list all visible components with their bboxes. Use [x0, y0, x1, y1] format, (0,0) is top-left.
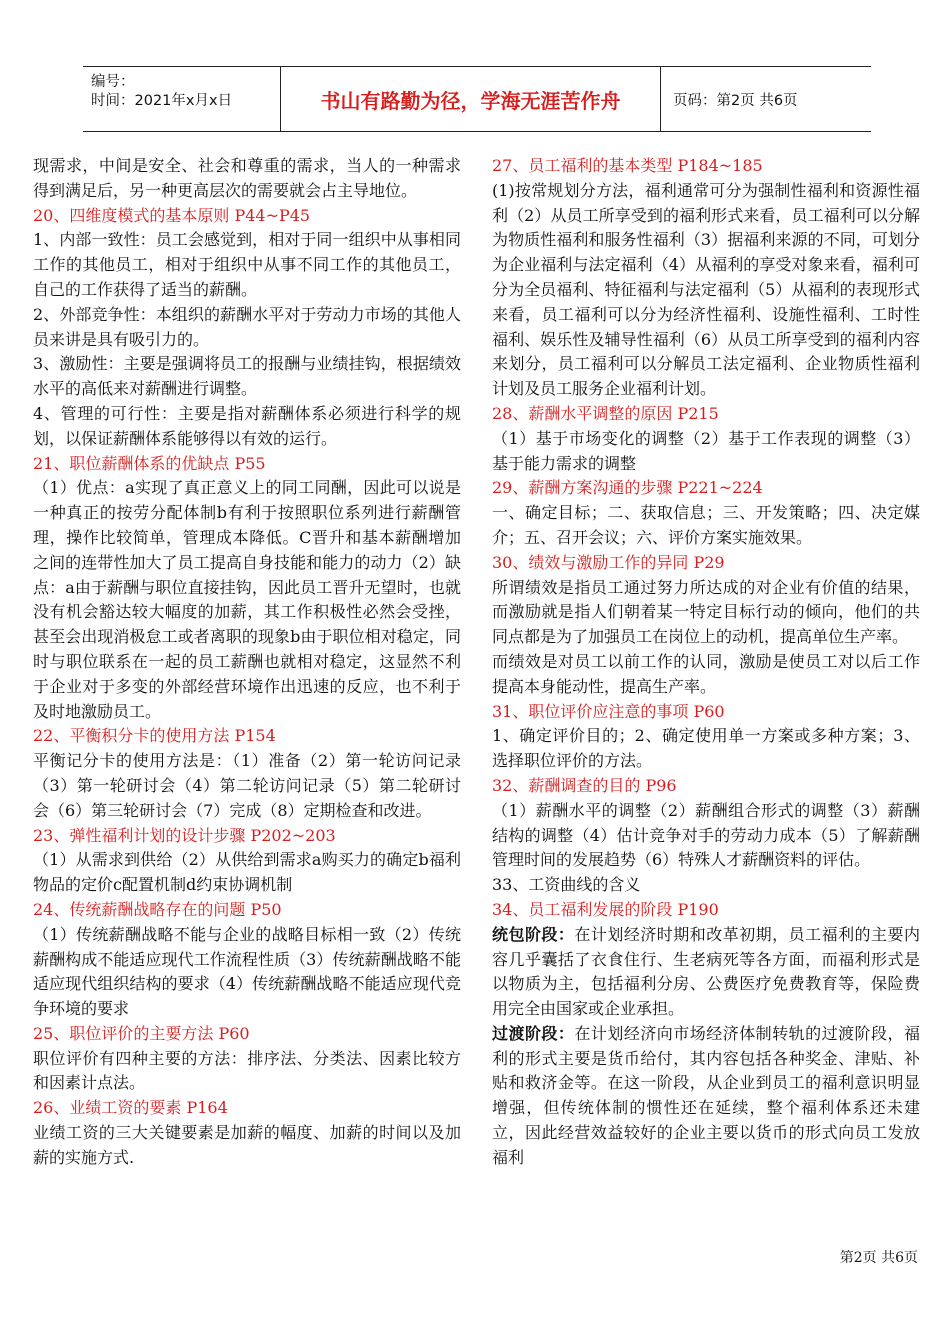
paragraph: 职位评价有四种主要的方法：排序法、分类法、因素比较方和因素计点法。 [33, 1048, 461, 1093]
section-heading: 28、薪酬水平调整的原因 P215 [492, 403, 719, 423]
section-heading: 32、薪酬调查的目的 P96 [492, 775, 677, 795]
paragraph-lead: 统包阶段： [492, 924, 575, 944]
paragraph: 1、确定评价目的；2、确定使用单一方案或多种方案；3、选择职位评价的方法。 [492, 726, 920, 771]
section-heading: 33、工资曲线的含义 [492, 875, 641, 895]
paragraph: 而绩效是对员工以前工作的认同，激励是使员工对以后工作提高本身能动性，提高生产率。 [492, 651, 920, 696]
paragraph [492, 1022, 920, 1171]
section-heading: 27、员工福利的基本类型 P184~185 [492, 156, 763, 175]
paragraph-lead: 过渡阶段： [492, 1023, 575, 1043]
paragraph: （1）基于市场变化的调整（2）基于工作表现的调整（3）基于能力需求的调整 [492, 428, 920, 473]
paragraph [492, 923, 920, 1022]
section-heading: 21、职位薪酬体系的优缺点 P55 [33, 453, 266, 473]
paragraph: 业绩工资的三大关键要素是加薪的幅度、加薪的时间以及加薪的实施方式. [33, 1123, 461, 1167]
header-meta [83, 67, 281, 131]
paragraph: （1）从需求到供给（2）从供给到需求a购买力的确定b福利物品的定价c配置机制d约束协调机制 [33, 850, 461, 895]
section-heading: 30、绩效与激励工作的异同 P29 [492, 552, 725, 572]
section-heading: 22、平衡积分卡的使用方法 P154 [33, 726, 276, 746]
paragraph-text: 在计划经济时期和改革初期，员工福利的主要内容几乎囊括了衣食住行、生老病死等各方面，而福利形式是以物质为主，包括福利分房、公费医疗免费教育等，保险费用完全由国家或企业承担。 [492, 924, 920, 1019]
header-page-info: 页码：第2页 共6页 [673, 92, 798, 109]
paragraph: 1、内部一致性：员工会感觉到，相对于同一组织中从事相同工作的其他员工，相对于组织中从事不同工作的其他员工，自己的工作获得了适当的薪酬。 [33, 230, 461, 299]
header-motto: 书山有路勤为径，学海无涯苦作舟 [281, 67, 661, 131]
section-heading: 25、职位评价的主要方法 P60 [33, 1023, 250, 1043]
paragraph: (1)按常规划分方法，福利通常可分为强制性福利和资源性福利（2）从员工所享受到的福利形式来看，员工福利可以分解为物质性福利和服务性福利（3）据福利来源的不同，可划分为企业福利与法定福利（4）从福利的享受对象来看，福利可分为全员福利、特征福利与法定福利（5）从福利的表现形式来看，员工福利可以分为经济性福利、设施性福利、工时性福利、娱乐性及辅导性福利（6）从员工所享受到的福利内容来划分，员工福利可以分解员工法定福利、企业物质性福利计划及员工服务企业福利计划。 [492, 180, 920, 399]
section-heading: 24、传统薪酬战略存在的问题 P50 [33, 899, 282, 919]
section-heading: 20、四维度模式的基本原则 P44~P45 [33, 205, 311, 225]
paragraph: 现需求，中间是安全、社会和尊重的需求，当人的一种需求得到满足后，另一种更高层次的需要就会占主导地位。 [33, 156, 461, 200]
date-label: 时间：2021年x月x日 [91, 93, 233, 109]
paragraph: （1）优点：a实现了真正意义上的同工同酬，因此可以说是一种真正的按劳分配体制b有利于按照职位系列进行薪酬管理，操作比较简单，管理成本降低。C晋升和基本薪酬增加之间的连带性加大了员工提高自身技能和能力的动力（2）缺点：a由于薪酬与职位直接挂钩，因此员工晋升无望时，也就没有机会豁达较大幅度的加薪，其工作积极性必然会受挫，甚至会出现消极怠工或者离职的现象b由于职位相对稳定，同时与职位联系在一起的员工薪酬也就相对稳定，这显然不利于企业对于多变的外部经营环境作出迅速的反应，也不利于及时地激励员工。 [33, 478, 461, 721]
section-heading: 29、薪酬方案沟通的步骤 P221~224 [492, 478, 763, 498]
section-heading: 23、弹性福利计划的设计步骤 P202~203 [33, 825, 336, 845]
paragraph: 一、确定目标；二、获取信息；三、开发策略；四、决定媒介；五、召开会议；六、评价方案实施效果。 [492, 503, 920, 547]
left-column [33, 154, 461, 1171]
paragraph: 3、激励性：主要是强调将员工的报酬与业绩挂钩，根据绩效水平的高低来对薪酬进行调整。 [33, 354, 461, 399]
paragraph: 2、外部竞争性：本组织的薪酬水平对于劳动力市场的其他人员来讲是具有吸引力的。 [33, 304, 461, 349]
paragraph: （1）传统薪酬战略不能与企业的战略目标相一致（2）传统薪酬构成不能适应现代工作流程性质（3）传统薪酬战略不能适应现代组织结构的要求（4）传统薪酬战略不能适应现代竞争环境的要求 [33, 924, 461, 1019]
doc-number-label: 编号： [91, 74, 135, 90]
section-heading: 34、员工福利发展的阶段 P190 [492, 899, 719, 919]
paragraph: （1）薪酬水平的调整（2）薪酬组合形式的调整（3）薪酬结构的调整（4）估计竞争对手的劳动力成本（5）了解薪酬管理时间的发展趋势（6）特殊人才薪酬资料的评估。 [492, 800, 920, 870]
paragraph-text: 在计划经济向市场经济体制转轨的过渡阶段，福利的形式主要是货币给付，其内容包括各种奖金、津贴、补贴和救济金等。在这一阶段，从企业到员工的福利意识明显增强，但传统体制的惯性还在延续，整个福利体系还未建立，因此经营效益较好的企业主要以货币的形式向员工发放福利 [492, 1023, 920, 1167]
paragraph: 平衡记分卡的使用方法是：（1）准备（2）第一轮访问记录（3）第一轮研讨会（4）第二轮访问记录（5）第二轮研讨会（6）第三轮研讨会（7）完成（8）定期检查和改进。 [33, 751, 461, 820]
page-footer: 第2页 共6页 [839, 1250, 918, 1266]
page-header [83, 66, 871, 132]
paragraph: 所谓绩效是指员工通过努力所达成的对企业有价值的结果，而激励就是指人们朝着某一特定目标行动的倾向，他们的共同点都是为了加强员工在岗位上的动机，提高单位生产率。 [492, 577, 920, 647]
right-column [492, 154, 920, 1171]
paragraph: 4、管理的可行性：主要是指对薪酬体系必须进行科学的规划，以保证薪酬体系能够得以有效的运行。 [33, 403, 461, 448]
section-heading: 26、业绩工资的要素 P164 [33, 1098, 228, 1118]
section-heading: 31、职位评价应注意的事项 P60 [492, 701, 725, 721]
